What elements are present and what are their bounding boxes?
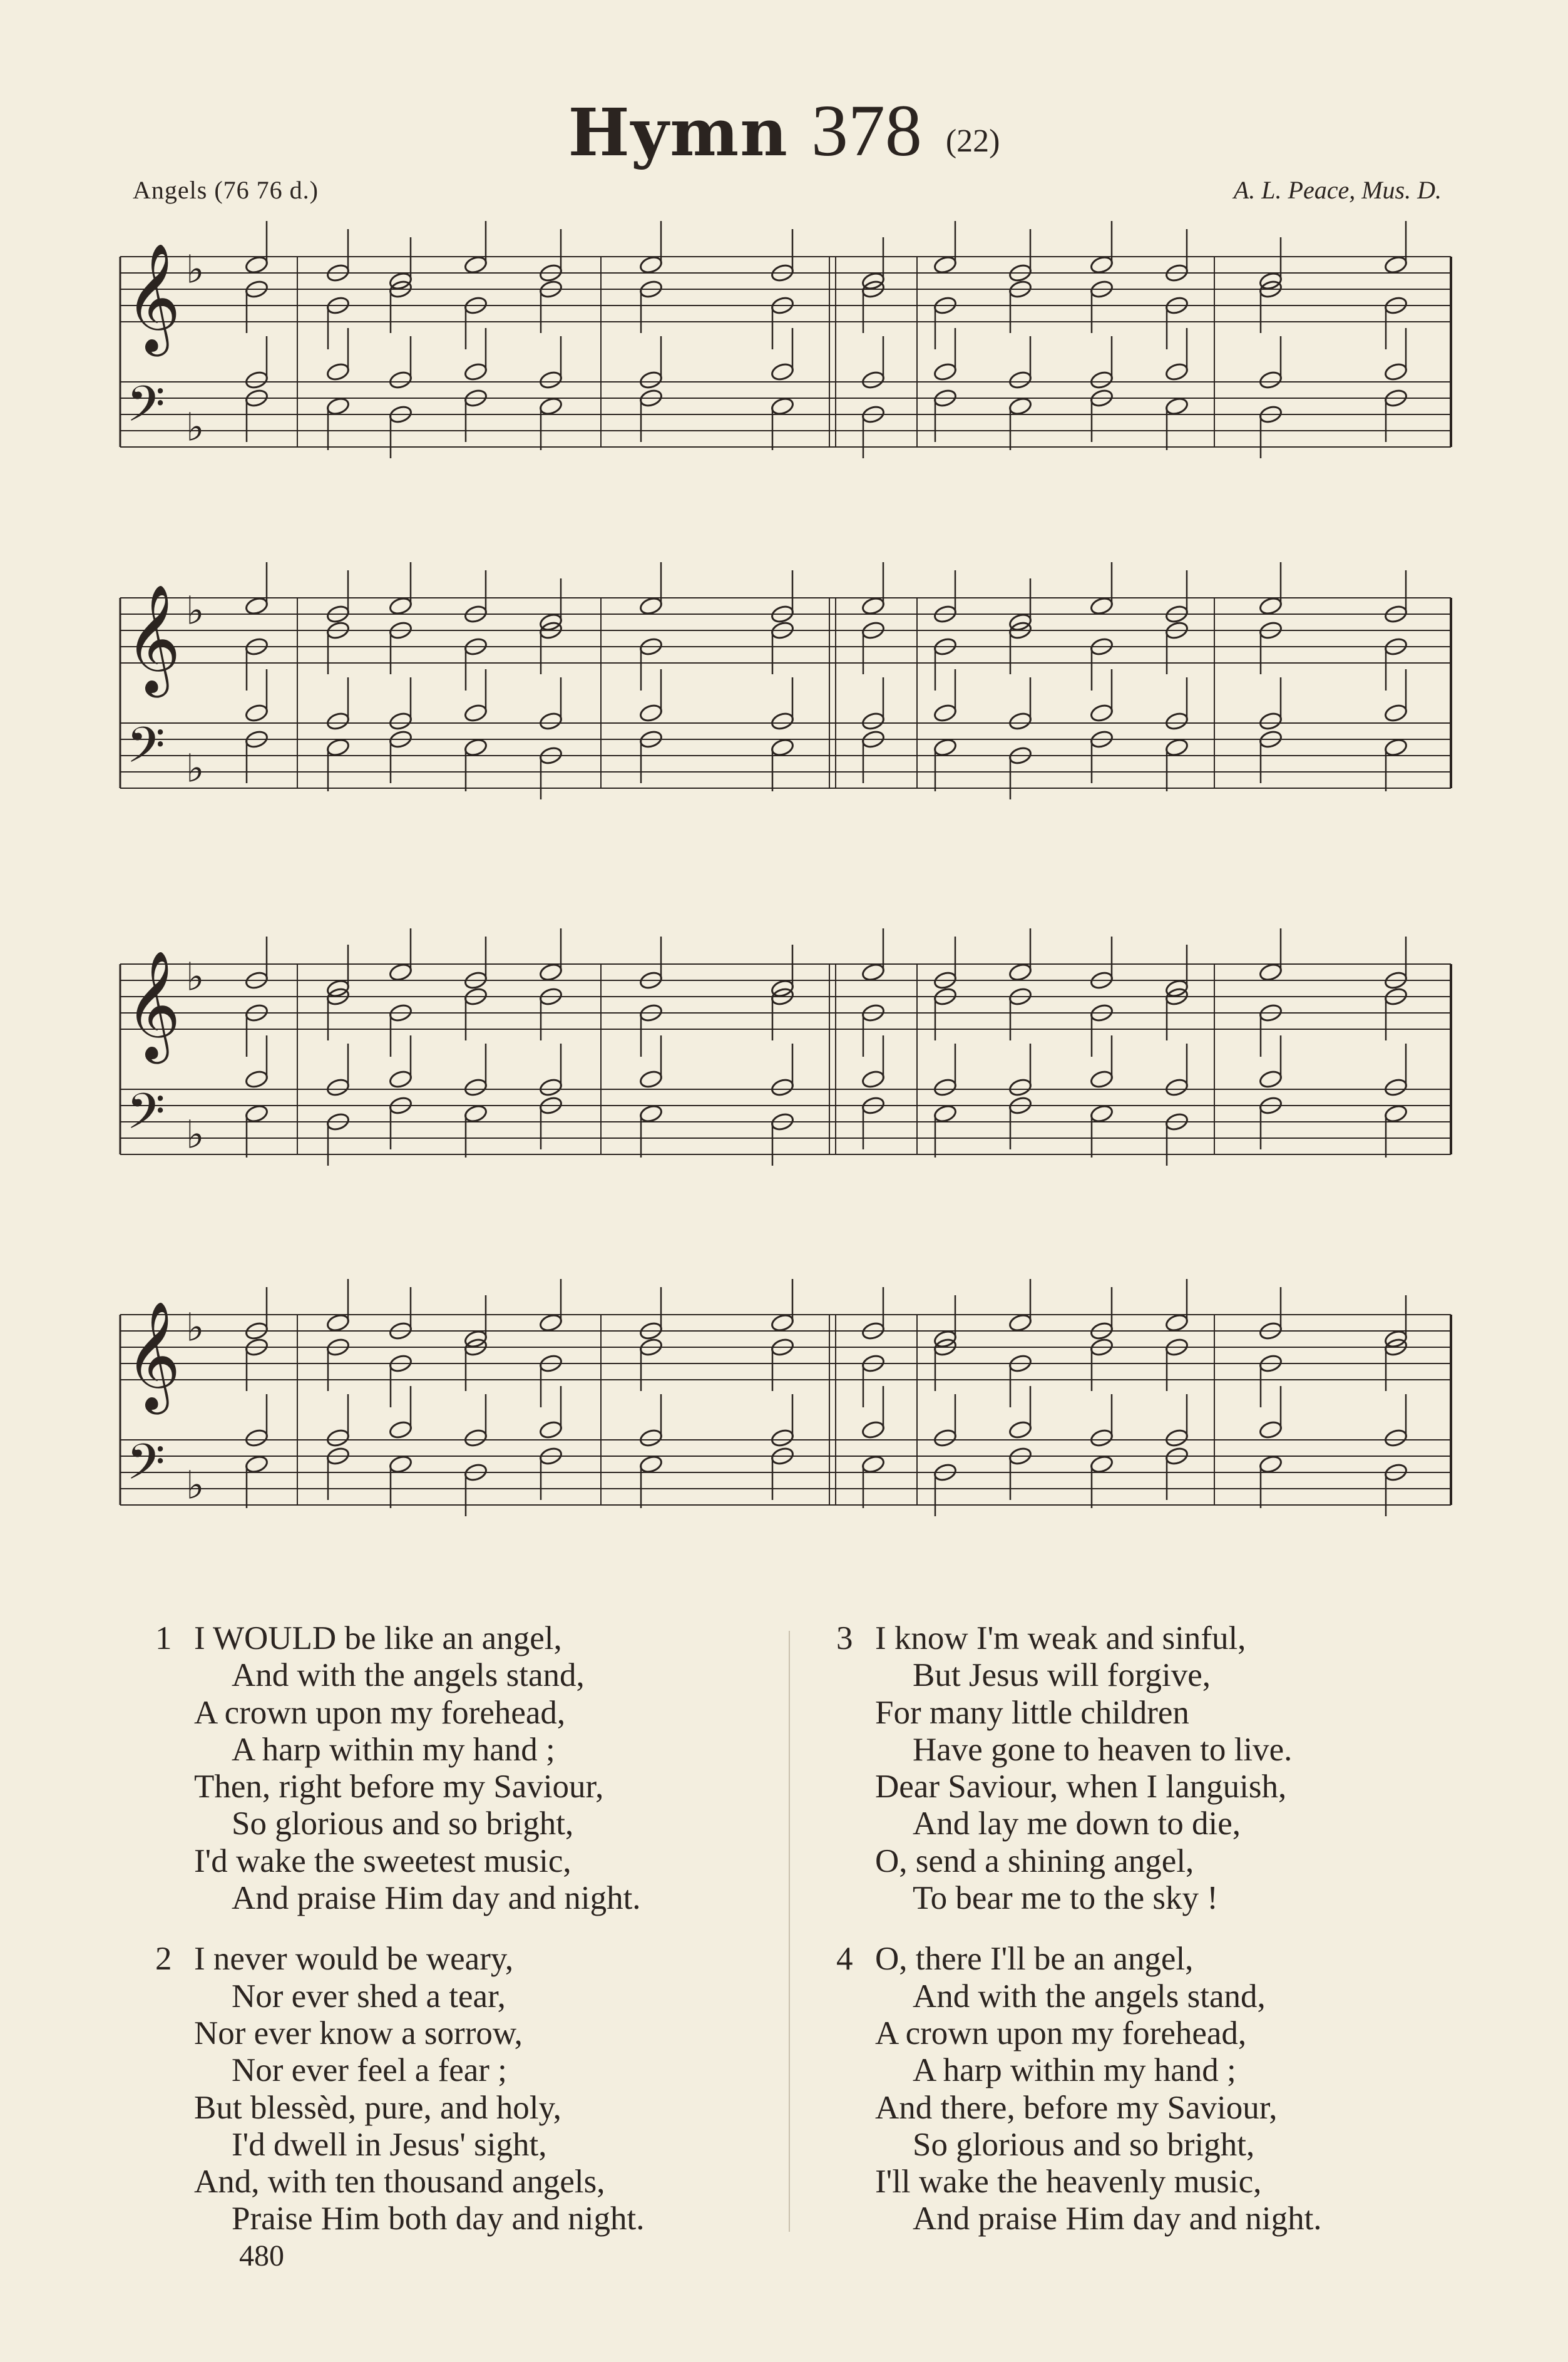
note-head (1258, 370, 1283, 390)
note-head (244, 703, 269, 723)
note-head (244, 1104, 269, 1124)
note-head (770, 1077, 794, 1097)
note-head (861, 711, 885, 731)
note-head (1258, 1454, 1283, 1474)
note-head (1383, 1428, 1408, 1448)
verse-line: And there, before my Saviour, (875, 2089, 1278, 2126)
note-head (1164, 1313, 1189, 1333)
note-head (861, 962, 885, 982)
hymn-word: Hymn (568, 94, 789, 171)
note-head (1383, 703, 1408, 723)
verse-line: But Jesus will forgive, (913, 1657, 1211, 1694)
note-head (1089, 1069, 1114, 1089)
note-head (933, 737, 957, 757)
music-system-1 (0, 225, 1568, 520)
note-head (638, 1428, 663, 1448)
note-head (933, 1077, 957, 1097)
verse-line: I'd dwell in Jesus' sight, (232, 2126, 547, 2163)
note-head (325, 711, 350, 731)
verses-left-column (155, 1620, 645, 2262)
note-head (933, 1104, 957, 1124)
book-number: (22) (945, 123, 1000, 159)
note-head (325, 1428, 350, 1448)
verse-line: I'd wake the sweetest music, (194, 1842, 571, 1879)
verse-line: Then, right before my Saviour, (194, 1769, 604, 1805)
verse-line: Have gone to heaven to live. (913, 1731, 1293, 1768)
bass-clef-icon: 𝄢 (126, 1082, 165, 1153)
note-head (1164, 1077, 1189, 1097)
note-head (388, 1069, 412, 1089)
note-head (933, 703, 957, 723)
note-head (1089, 703, 1114, 723)
note-head (1008, 370, 1032, 390)
note-head (1008, 1077, 1032, 1097)
key-flat-icon: ♭ (186, 1304, 205, 1350)
verse-line: A harp within my hand ; (232, 1731, 555, 1768)
note-head (538, 1420, 563, 1440)
note-head (861, 1454, 885, 1474)
treble-clef-icon: 𝄞 (125, 950, 181, 1059)
bass-clef-icon: 𝄢 (126, 375, 165, 445)
note-head (244, 370, 269, 390)
note-head (325, 737, 350, 757)
note-head (1383, 362, 1408, 382)
note-head (325, 396, 350, 416)
note-head (325, 1313, 350, 1333)
note-head (933, 1428, 957, 1448)
note-head (861, 1420, 885, 1440)
verse-line: And lay me down to die, (913, 1805, 1241, 1842)
music-system-3 (0, 933, 1568, 1227)
verse-line: I'll wake the heavenly music, (875, 2164, 1262, 2200)
page-number: 480 (239, 2239, 284, 2272)
key-flat-icon: ♭ (186, 404, 205, 450)
note-head (1164, 362, 1189, 382)
note-head (1089, 255, 1114, 275)
note-head (638, 1454, 663, 1474)
verse-number: 2 (155, 1941, 172, 1978)
note-head (325, 1077, 350, 1097)
note-head (638, 703, 663, 723)
key-flat-icon: ♭ (186, 246, 205, 292)
column-divider (789, 1631, 790, 2232)
note-head (1164, 1428, 1189, 1448)
key-flat-icon: ♭ (186, 1111, 205, 1158)
note-head (933, 255, 957, 275)
note-head (1258, 1420, 1283, 1440)
verse-number: 3 (836, 1620, 853, 1656)
note-head (861, 596, 885, 616)
note-head (770, 362, 794, 382)
bass-clef-icon: 𝄢 (126, 1433, 165, 1503)
note-head (325, 362, 350, 382)
note-head (770, 396, 794, 416)
verse-line: A crown upon my forehead, (194, 1694, 566, 1731)
note-head (1089, 1104, 1114, 1124)
verse-1 (155, 1620, 644, 1917)
verse-line: And with the angels stand, (232, 1657, 585, 1694)
note-head (638, 1069, 663, 1089)
note-head (463, 1428, 488, 1448)
note-head (1383, 1077, 1408, 1097)
note-head (463, 362, 488, 382)
treble-clef-icon: 𝄞 (125, 243, 181, 352)
note-head (1164, 396, 1189, 416)
note-head (1008, 1420, 1032, 1440)
note-head (538, 1313, 563, 1333)
verse-line: O, there I'll be an angel, (875, 1941, 1194, 1978)
note-head (1383, 737, 1408, 757)
verses-right-column (836, 1620, 1322, 2262)
treble-clef-icon: 𝄞 (125, 1301, 181, 1410)
verse-4 (836, 1941, 1322, 2237)
note-head (388, 962, 412, 982)
note-head (1258, 1069, 1283, 1089)
note-head (1258, 711, 1283, 731)
note-head (538, 396, 563, 416)
note-head (538, 1077, 563, 1097)
note-head (244, 1454, 269, 1474)
verse-line: Nor ever feel a fear ; (232, 2052, 507, 2089)
note-head (638, 1104, 663, 1124)
note-head (463, 703, 488, 723)
verse-line: And with the angels stand, (913, 1978, 1266, 2015)
note-head (463, 1077, 488, 1097)
note-head (1258, 962, 1283, 982)
note-head (1089, 1454, 1114, 1474)
note-head (1089, 1428, 1114, 1448)
note-head (244, 1428, 269, 1448)
note-head (770, 737, 794, 757)
note-head (388, 1454, 412, 1474)
bass-clef-icon: 𝄢 (126, 716, 165, 786)
note-head (638, 255, 663, 275)
note-head (388, 596, 412, 616)
verse-line: I never would be weary, (194, 1941, 514, 1978)
verse-line: And, with ten thousand angels, (194, 2164, 605, 2200)
verse-line: So glorious and so bright, (913, 2126, 1255, 2163)
composer: A. L. Peace, Mus. D. (1233, 176, 1442, 204)
note-head (244, 1069, 269, 1089)
note-head (1008, 711, 1032, 731)
note-head (933, 362, 957, 382)
key-flat-icon: ♭ (186, 587, 205, 634)
note-head (638, 596, 663, 616)
note-head (463, 737, 488, 757)
note-head (770, 1313, 794, 1333)
note-head (1008, 396, 1032, 416)
music-system-2 (0, 567, 1568, 861)
note-head (770, 711, 794, 731)
note-head (1258, 596, 1283, 616)
note-head (1383, 255, 1408, 275)
verse-line: Nor ever shed a tear, (232, 1978, 506, 2015)
note-head (388, 711, 412, 731)
verse-line: So glorious and so bright, (232, 1805, 574, 1842)
verse-line: And praise Him day and night. (232, 1880, 641, 1917)
verse-line: O, send a shining angel, (875, 1842, 1194, 1879)
verse-line: Praise Him both day and night. (232, 2200, 645, 2237)
verse-3 (836, 1620, 1322, 1917)
note-head (638, 370, 663, 390)
key-flat-icon: ♭ (186, 1462, 205, 1508)
note-head (388, 370, 412, 390)
verse-number: 4 (836, 1941, 853, 1978)
verse-line: Nor ever know a sorrow, (194, 2015, 523, 2051)
verse-line: But blessèd, pure, and holy, (194, 2089, 561, 2126)
note-head (388, 1420, 412, 1440)
key-flat-icon: ♭ (186, 953, 205, 1000)
note-head (770, 1428, 794, 1448)
note-head (538, 962, 563, 982)
note-head (244, 596, 269, 616)
hymn-number: 378 (811, 90, 922, 172)
verse-number: 1 (155, 1620, 172, 1656)
note-head (244, 255, 269, 275)
hymn-title (0, 90, 1568, 172)
music-system-4 (0, 1283, 1568, 1578)
treble-clef-icon: 𝄞 (125, 584, 181, 693)
note-head (1008, 1313, 1032, 1333)
key-flat-icon: ♭ (186, 745, 205, 791)
verse-line: For many little children (875, 1694, 1189, 1731)
note-head (538, 370, 563, 390)
note-head (861, 1069, 885, 1089)
note-head (463, 1104, 488, 1124)
verse-line: Dear Saviour, when I languish, (875, 1769, 1287, 1805)
verse-line: And praise Him day and night. (913, 2200, 1322, 2237)
verse-line: To bear me to the sky ! (913, 1880, 1218, 1917)
note-head (861, 370, 885, 390)
verse-line: I WOULD be like an angel, (194, 1620, 562, 1656)
note-head (1089, 596, 1114, 616)
tune-name: Angels (76 76 d.) (133, 176, 319, 204)
verse-2 (155, 1941, 645, 2237)
note-head (1089, 370, 1114, 390)
note-head (1383, 1104, 1408, 1124)
note-head (1164, 737, 1189, 757)
verse-line: A crown upon my forehead, (875, 2015, 1247, 2051)
note-head (1008, 962, 1032, 982)
note-head (1164, 711, 1189, 731)
verse-line: I know I'm weak and sinful, (875, 1620, 1246, 1656)
note-head (538, 711, 563, 731)
verse-line: A harp within my hand ; (913, 2052, 1236, 2089)
note-head (463, 255, 488, 275)
